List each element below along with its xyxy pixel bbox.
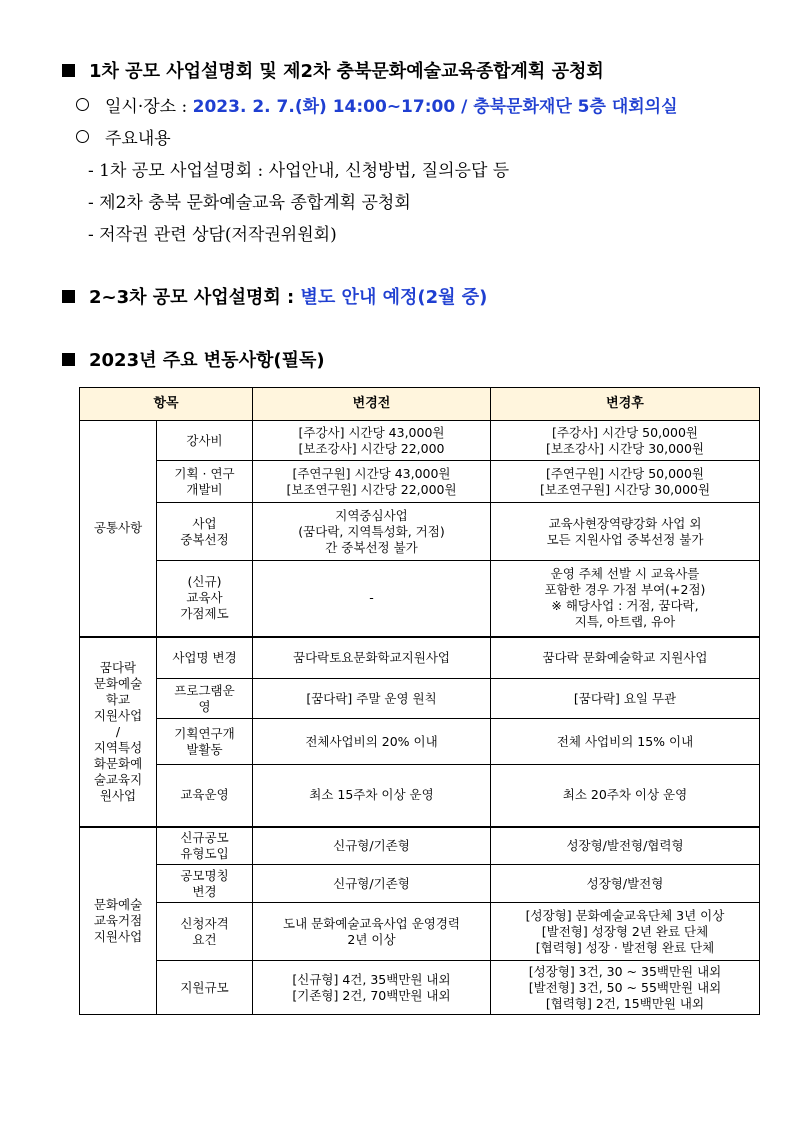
cell-after: 교육사현장역량강화 사업 외 모든 지원사업 중복선정 불가	[491, 503, 760, 561]
table-row	[80, 637, 760, 679]
content-item-3: - 저작권 관련 상담(저작권위원회)	[88, 225, 337, 245]
cell-after: [주강사] 시간당 50,000원 [보조강사] 시간당 30,000원	[491, 421, 760, 461]
square-bullet-icon	[62, 64, 75, 77]
cell-before: 지역중심사업 (꿈다락, 지역특성화, 거점) 간 중복선정 불가	[253, 503, 491, 561]
table-row	[80, 765, 760, 827]
group-name-cell: 문화예술 교육거점 지원사업	[80, 827, 157, 1015]
cell-after: 운영 주체 선발 시 교육사를 포함한 경우 가점 부여(+2점) ※ 해당사업 : 거점, 꿈다락, 지특, 아트랩, 유아	[491, 561, 760, 637]
cell-item: 기획 · 연구 개발비	[157, 461, 253, 503]
cell-before: [주강사] 시간당 43,000원 [보조강사] 시간당 22,000	[253, 421, 491, 461]
cell-item: 프로그램운 영	[157, 679, 253, 719]
table-row	[80, 421, 760, 461]
table-row	[80, 503, 760, 561]
cell-after: [성장형] 3건, 30 ~ 35백만원 내외 [발전형] 3건, 50 ~ 55백만원 내외 [협력형] 2건, 15백만원 내외	[491, 961, 760, 1015]
group-name-cell: 공통사항	[80, 421, 157, 637]
cell-before: [신규형] 4건, 35백만원 내외 [기존형] 2건, 70백만원 내외	[253, 961, 491, 1015]
cell-item: 신청자격 요건	[157, 903, 253, 961]
cell-item: (신규) 교육사 가점제도	[157, 561, 253, 637]
cell-after: [꿈다락] 요일 무관	[491, 679, 760, 719]
cell-before: [주연구원] 시간당 43,000원 [보조연구원] 시간당 22,000원	[253, 461, 491, 503]
cell-after: [주연구원] 시간당 50,000원 [보조연구원] 시간당 30,000원	[491, 461, 760, 503]
section2-heading	[62, 283, 487, 309]
cell-item: 사업 중복선정	[157, 503, 253, 561]
cell-before: -	[253, 561, 491, 637]
cell-after: 성장형/발전형	[491, 865, 760, 903]
header-after: 변경후	[491, 388, 760, 421]
cell-item: 교육운영	[157, 765, 253, 827]
table-row	[80, 903, 760, 961]
cell-item: 강사비	[157, 421, 253, 461]
changes-table	[79, 387, 760, 1015]
section2-highlight: 별도 안내 예정(2월 중)	[300, 287, 488, 308]
schedule-label: 일시·장소 :	[105, 97, 188, 117]
section2-title: 2~3차 공모 사업설명회 :	[89, 287, 295, 308]
table-row	[80, 961, 760, 1015]
schedule-line	[76, 92, 678, 117]
section3-heading	[62, 346, 325, 372]
content-label: 주요내용	[105, 129, 171, 149]
square-bullet-icon	[62, 353, 75, 366]
cell-before: 신규형/기존형	[253, 827, 491, 865]
header-before: 변경전	[253, 388, 491, 421]
cell-item: 지원규모	[157, 961, 253, 1015]
circle-bullet-icon	[76, 130, 89, 143]
cell-after: 꿈다락 문화예술학교 지원사업	[491, 637, 760, 679]
table-row	[80, 865, 760, 903]
table-row	[80, 461, 760, 503]
circle-bullet-icon	[76, 98, 89, 111]
cell-before: [꿈다락] 주말 운영 원칙	[253, 679, 491, 719]
cell-before: 전체사업비의 20% 이내	[253, 719, 491, 765]
cell-item: 사업명 변경	[157, 637, 253, 679]
section1-title: 1차 공모 사업설명회 및 제2차 충북문화예술교육종합계획 공청회	[89, 61, 604, 82]
cell-before: 도내 문화예술교육사업 운영경력 2년 이상	[253, 903, 491, 961]
cell-before: 꿈다락토요문화학교지원사업	[253, 637, 491, 679]
content-item-1: - 1차 공모 사업설명회 : 사업안내, 신청방법, 질의응답 등	[88, 161, 510, 181]
header-item: 항목	[80, 388, 253, 421]
cell-after: [성장형] 문화예술교육단체 3년 이상 [발전형] 성장형 2년 완료 단체 [협력형] 성장 · 발전형 완료 단체	[491, 903, 760, 961]
cell-item: 기획연구개 발활동	[157, 719, 253, 765]
cell-item: 신규공모 유형도입	[157, 827, 253, 865]
content-item-2: - 제2차 충북 문화예술교육 종합계획 공청회	[88, 193, 411, 213]
square-bullet-icon	[62, 290, 75, 303]
cell-after: 전체 사업비의 15% 이내	[491, 719, 760, 765]
content-line	[76, 124, 171, 149]
cell-before: 신규형/기존형	[253, 865, 491, 903]
table-row	[80, 827, 760, 865]
table-row	[80, 561, 760, 637]
group-name-cell: 꿈다락 문화예술 학교 지원사업 / 지역특성 화문화예 술교육지 원사업	[80, 637, 157, 827]
section1-heading	[62, 57, 604, 83]
cell-after: 성장형/발전형/협력형	[491, 827, 760, 865]
schedule-value: 2023. 2. 7.(화) 14:00~17:00 / 충북문화재단 5층 대회의실	[192, 97, 678, 117]
cell-before: 최소 15주차 이상 운영	[253, 765, 491, 827]
section3-title: 2023년 주요 변동사항(필독)	[89, 350, 325, 371]
table-row	[80, 679, 760, 719]
table-header-row	[80, 388, 760, 421]
cell-after: 최소 20주차 이상 운영	[491, 765, 760, 827]
table-row	[80, 719, 760, 765]
cell-item: 공모명칭 변경	[157, 865, 253, 903]
